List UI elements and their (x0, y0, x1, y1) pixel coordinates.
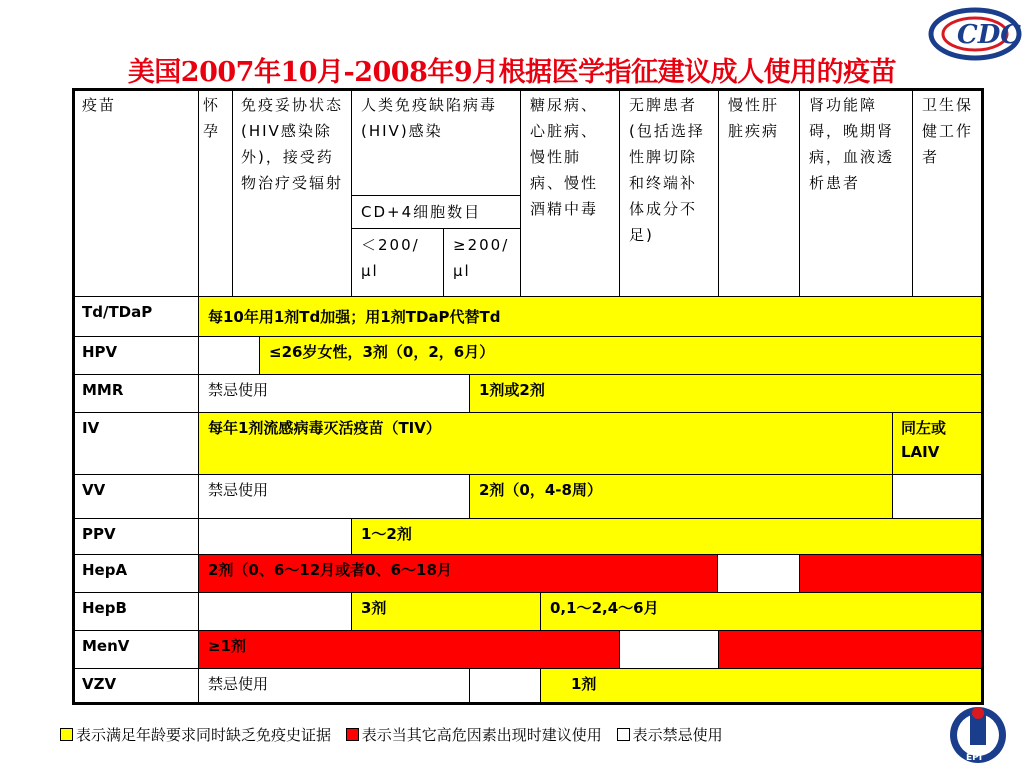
row-name-hepb: HepB (72, 592, 199, 631)
cell-vzv-blank (469, 668, 541, 705)
cell-vzv-contraindicated: 禁忌使用 (198, 668, 470, 705)
svg-text:EPI: EPI (966, 753, 983, 763)
row-name-mmr: MMR (72, 374, 199, 413)
cell-menv-risk-right (718, 630, 984, 669)
header-vaccine: 疫苗 (72, 88, 199, 297)
cell-vv-contraindicated: 禁忌使用 (198, 474, 470, 519)
cell-menv-asplenia (619, 630, 719, 669)
legend-swatch-red (346, 728, 359, 741)
cell-hepa-liver (717, 554, 800, 593)
cell-vzv-dose: 1剂 (540, 668, 984, 705)
header-hiv: 人类免疫缺陷病毒 (HIV)感染 (351, 88, 521, 196)
slide-title: 美国2007年10月-2008年9月根据医学指征建议成人使用的疫苗 (127, 57, 897, 88)
row-name-vzv: VZV (72, 668, 199, 705)
cell-hpv-all: ≤26岁女性，3剂（0，2，6月） (259, 336, 984, 375)
vaccine-table (72, 88, 984, 705)
cell-hpv-pregnancy (198, 336, 260, 375)
legend-item-red (346, 726, 602, 744)
cell-mmr-contraindicated: 禁忌使用 (198, 374, 470, 413)
header-immunocompromised: 免疫妥协状态(HIV感染除外)，接受药物治疗受辐射 (232, 88, 352, 297)
cell-vv-healthcare (892, 474, 984, 519)
row-name-menv: MenV (72, 630, 199, 669)
legend-text-red: 表示当其它高危因素出现时建议使用 (361, 726, 602, 744)
header-asplenia: 无脾患者(包括选择性脾切除和终端补体成分不足) (619, 88, 719, 297)
header-liver: 慢性肝脏疾病 (718, 88, 800, 297)
row-name-td: Td/TDaP (72, 296, 199, 337)
legend-swatch-white (617, 728, 630, 741)
legend-swatch-yellow (60, 728, 73, 741)
cell-hepa-risk: 2剂（0、6～12月或者0、6～18月 (198, 554, 718, 593)
header-healthcare: 卫生保健工作者 (912, 88, 984, 297)
cell-vv-dose: 2剂（0，4-8周） (469, 474, 893, 519)
cell-iv-laiv: 同左或LAIV (892, 412, 984, 475)
svg-text:CDC: CDC (957, 20, 1021, 50)
cell-hepb-dose: 3剂 (351, 592, 541, 631)
header-diabetes: 糖尿病、心脏病、慢性肺病、慢性酒精中毒 (520, 88, 620, 297)
header-cd4-high: ≥200/μl (443, 228, 521, 297)
epi-logo-icon (940, 702, 1020, 768)
header-kidney: 肾功能障碍，晚期肾病，血液透析患者 (799, 88, 913, 297)
cell-hepa-risk-right (799, 554, 984, 593)
cdc-logo-icon (915, 0, 1024, 66)
legend-item-yellow (60, 726, 331, 744)
cell-menv-risk: ≥1剂 (198, 630, 620, 669)
header-cd4-low: ＜200/μl (351, 228, 444, 297)
cell-ppv-blank (198, 518, 352, 555)
row-name-vv: VV (72, 474, 199, 519)
legend (60, 724, 733, 745)
cell-mmr-dose: 1剂或2剂 (469, 374, 984, 413)
cell-ppv-dose: 1～2剂 (351, 518, 984, 555)
legend-text-yellow: 表示满足年龄要求同时缺乏免疫史证据 (76, 726, 332, 744)
row-name-hpv: HPV (72, 336, 199, 375)
header-cd4: CD+4细胞数目 (351, 195, 521, 229)
row-name-iv: IV (72, 412, 199, 475)
cell-td-all: 每10年用1剂Td加强；用1剂TDaP代替Td (198, 296, 984, 337)
row-name-ppv: PPV (72, 518, 199, 555)
header-pregnancy: 怀孕 (198, 88, 233, 297)
cell-hepb-blank (198, 592, 352, 631)
legend-text-white: 表示禁忌使用 (632, 726, 723, 744)
cell-iv-tiv: 每年1剂流感病毒灭活疫苗（TIV） (198, 412, 893, 475)
row-name-hepa: HepA (72, 554, 199, 593)
legend-item-white (617, 726, 723, 744)
cell-hepb-schedule: 0,1～2,4～6月 (540, 592, 984, 631)
